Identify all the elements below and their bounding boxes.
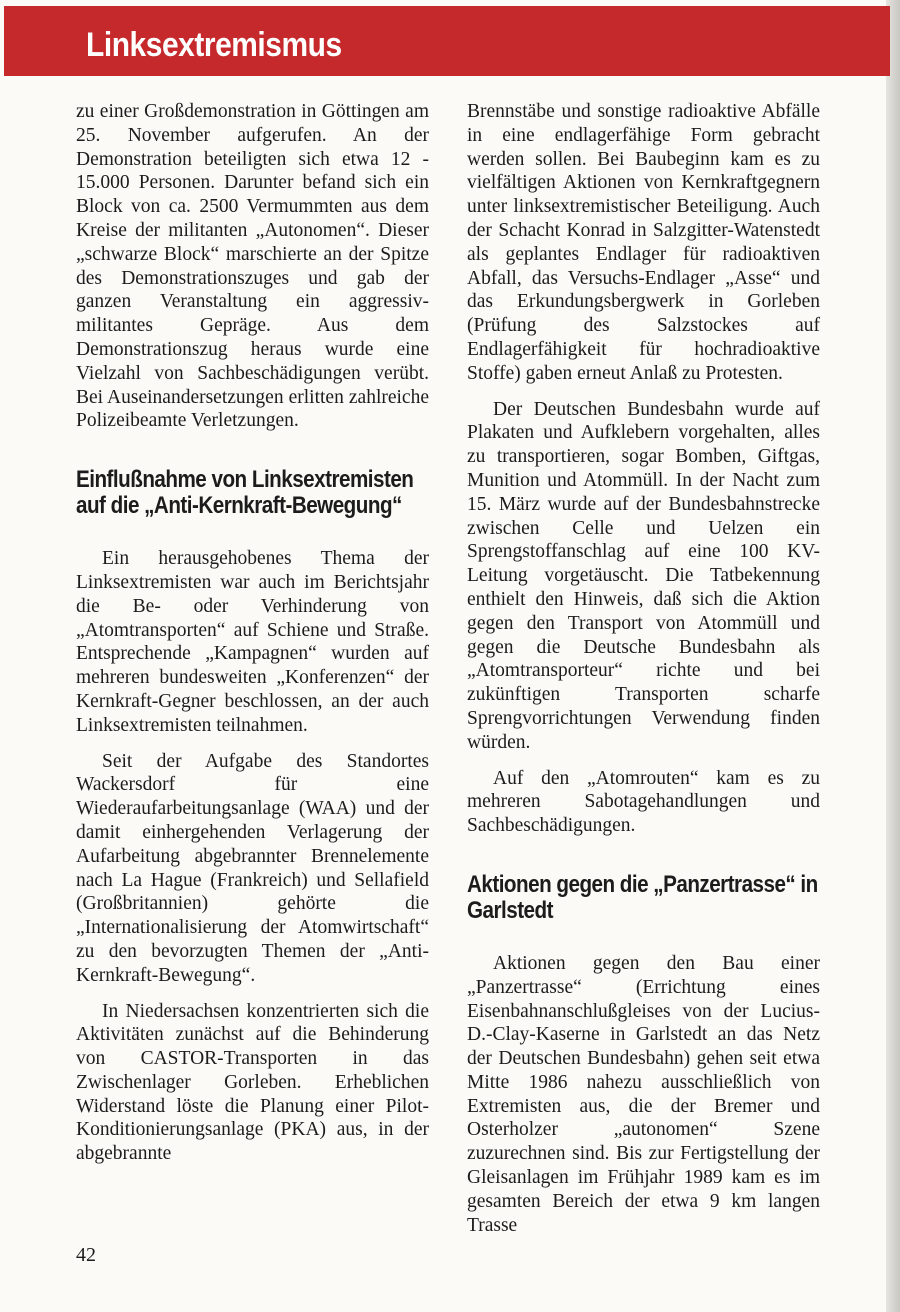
page-edge [886, 0, 900, 1312]
paragraph: Ein herausgehobenes Thema der Linksextremisten war auch im Berichtsjahr die Be- oder Verhinderung von „Atomtransporten“ auf Schiene und Straße. Entsprechende „Kampagnen“ wurden auf mehreren bundesweiten „Konferenzen“ der Kernkraft-Gegner beschlossen, an der auch Linksextremisten teilnahmen. [76, 548, 429, 736]
paragraph: zu einer Großdemonstration in Göttingen am 25. November aufgerufen. An der Demonstration beteiligten sich etwa 12 - 15.000 Personen. Darunter befand sich ein Block von ca. 2500 Vermummten aus dem Kreise der militanten „Autonomen“. Dieser „schwarze Block“ marschierte an der Spitze des Demonstrationszuges und gab der ganzen Veranstaltung ein aggressiv-militantes Gepräge. Aus dem Demonstrationszug heraus wurde eine Vielzahl von Sachbeschädigungen verübt. Bei Auseinandersetzungen erlitten zahlreiche Polizeibeamte Verletzungen. [76, 101, 429, 432]
right-column [467, 100, 820, 1249]
paragraph: In Niedersachsen konzentrierten sich die Aktivitäten zunächst auf die Behinderung von CASTOR-Transporten in das Zwischenlager Gorleben. Erheblichen Widerstand löste die Planung einer Pilot-Konditionierungsanlage (PKA) aus, in der abgebrannte [76, 1000, 429, 1165]
page-number: 42 [76, 1244, 96, 1266]
paragraph: Seit der Aufgabe des Standortes Wackersdorf für eine Wiederaufarbeitungsanlage (WAA) und der damit einhergehenden Verlagerung der Aufarbeitung abgebrannter Brennelemente nach La Hague (Frankreich) und Sellafield (Großbritannien) gehörte die „Internationalisierung der Atomwirtschaft“ zu den bevorzugten Themen der „Anti-Kernkraft-Bewegung“. [76, 750, 429, 986]
chapter-header-band [4, 6, 890, 76]
section-heading: Aktionen gegen die „Panzertrasse“ in Garlstedt [467, 870, 818, 924]
section-heading: Einflußnahme von Linksextremisten auf die „Anti-Kernkraft-Bewegung“ [76, 466, 414, 520]
left-column [76, 100, 429, 1178]
paragraph: Auf den „Atomrouten“ kam es zu mehreren Sabotagehandlungen und Sachbeschädigungen. [467, 767, 820, 837]
paragraph: Aktionen gegen den Bau einer „Panzertrasse“ (Errichtung eines Eisenbahnanschlußgleises von der Lucius-D.-Clay-Kaserne in Garlstedt an das Netz der Deutschen Bundesbahn) gehen seit etwa Mitte 1986 nahezu ausschließlich von Extremisten aus, die der Bremer und Osterholzer „autonomen“ Szene zuzurechnen sind. Bis zur Fertigstellung der Gleisanlagen im Frühjahr 1989 kam es im gesamten Bereich der etwa 9 km langen Trasse [467, 952, 820, 1236]
chapter-title: Linksextremismus [86, 26, 342, 64]
paragraph: Der Deutschen Bundesbahn wurde auf Plakaten und Aufklebern vorgehalten, alles zu transportieren, sogar Bomben, Giftgas, Munition und Atommüll. In der Nacht zum 15. März wurde auf der Bundesbahnstrecke zwischen Celle und Uelzen ein Sprengstoffanschlag auf eine 100 KV-Leitung vorgetäuscht. Die Tatbekennung enthielt den Hinweis, daß sich die Aktion gegen den Transport von Atommüll und gegen die Deutsche Bundesbahn als „Atomtransporteur“ richte und bei zukünftigen Transporten scharfe Sprengvorrichtungen Verwendung finden würden. [467, 398, 820, 753]
paragraph: Brennstäbe und sonstige radioaktive Abfälle in eine endlagerfähige Form gebracht werden sollen. Bei Baubeginn kam es zu vielfältigen Aktionen von Kernkraftgegnern unter linksextremistischer Beteiligung. Auch der Schacht Konrad in Salzgitter-Watenstedt als geplantes Endlager für radioaktiven Abfall, das Versuchs-Endlager „Asse“ und das Erkundungsbergwerk in Gorleben (Prüfung des Salzstockes auf Endlagerfähigkeit für hochradioaktive Stoffe) gaben erneut Anlaß zu Protesten. [467, 101, 820, 384]
